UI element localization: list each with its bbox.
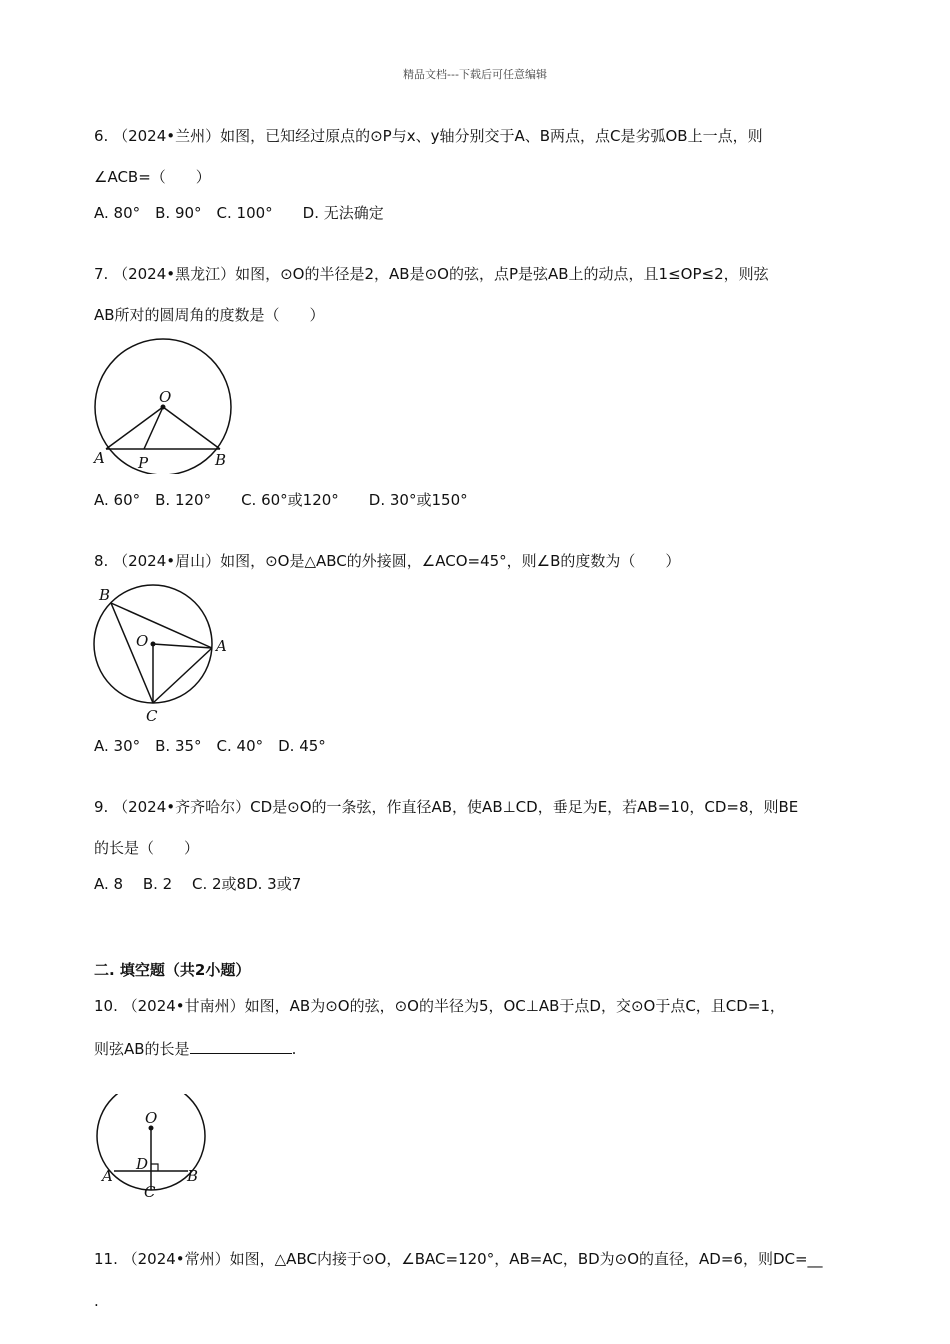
q10-figure bbox=[90, 1094, 220, 1206]
q7-label-b: B bbox=[215, 451, 227, 469]
q9-line2: 的长是（ ） bbox=[94, 839, 200, 857]
q8-figure bbox=[88, 580, 238, 728]
page-header: 精品文档---下载后可任意编辑 bbox=[403, 68, 547, 81]
q8-label-a: A bbox=[216, 637, 227, 655]
q8-center-dot bbox=[151, 642, 156, 647]
q10-line2 bbox=[94, 1039, 296, 1058]
section-title: 二. 填空题（共2小题） bbox=[94, 961, 251, 979]
q10-line1: 10. （2024•甘南州）如图，AB为⊙O的弦，⊙O的半径为5，OC⊥AB于点D，交⊙O于点C，且CD=1， bbox=[94, 997, 785, 1015]
q6-line1: 6. （2024•兰州）如图，已知经过原点的⊙P与x、y轴分别交于A、B两点，点C是劣弧OB上一点，则 bbox=[94, 127, 763, 145]
q8-line1: 8. （2024•眉山）如图，⊙O是△ABC的外接圆，∠ACO=45°，则∠B的度数为（ ） bbox=[94, 552, 681, 570]
q10-label-o: O bbox=[145, 1109, 158, 1127]
q8-options: A. 30° B. 35° C. 40° D. 45° bbox=[94, 737, 326, 755]
q11-line1: 11. （2024•常州）如图，△ABC内接于⊙O，∠BAC=120°，AB=AC，BD为⊙O的直径，AD=6，则DC=__ bbox=[94, 1250, 823, 1268]
q7-segment-ob bbox=[163, 407, 220, 449]
q9-line1: 9. （2024•齐齐哈尔）CD是⊙O的一条弦，作直径AB，使AB⊥CD，垂足为E，若AB=10，CD=8，则BE bbox=[94, 798, 799, 816]
q10-label-d: D bbox=[136, 1155, 149, 1173]
q7-label-a: A bbox=[94, 449, 105, 467]
q7-line2: AB所对的圆周角的度数是（ ） bbox=[94, 306, 325, 324]
q10-answer-blank[interactable] bbox=[190, 1039, 292, 1054]
q6-line2: ∠ACB=（ ） bbox=[94, 168, 211, 186]
q10-label-b: B bbox=[187, 1167, 199, 1185]
q6-options: A. 80° B. 90° C. 100° D. 无法确定 bbox=[94, 204, 384, 222]
q10-label-a: A bbox=[102, 1167, 113, 1185]
q8-label-c: C bbox=[146, 707, 158, 725]
q8-label-o: O bbox=[136, 632, 149, 650]
q10-line2-suffix: . bbox=[291, 1040, 297, 1058]
q11-line2: . bbox=[94, 1292, 99, 1310]
q10-label-c: C bbox=[144, 1183, 156, 1201]
q7-label-o: O bbox=[159, 388, 172, 406]
q10-right-angle-mark bbox=[151, 1164, 158, 1171]
q7-options: A. 60° B. 120° C. 60°或120° D. 30°或150° bbox=[94, 491, 468, 509]
q10-line2-prefix: 则弦AB的长是 bbox=[94, 1040, 190, 1058]
q7-line1: 7. （2024•黑龙江）如图，⊙O的半径是2，AB是⊙O的弦，点P是弦AB上的动点，且1≤OP≤2，则弦 bbox=[94, 265, 769, 283]
q7-label-p: P bbox=[138, 454, 149, 472]
q9-options: A. 8 B. 2 C. 2或8D. 3或7 bbox=[94, 875, 302, 893]
q8-label-b: B bbox=[99, 586, 111, 604]
q7-segment-oa bbox=[106, 407, 163, 449]
q7-figure bbox=[88, 334, 238, 474]
q8-side-ba bbox=[111, 603, 212, 648]
q8-side-bc bbox=[111, 603, 153, 703]
